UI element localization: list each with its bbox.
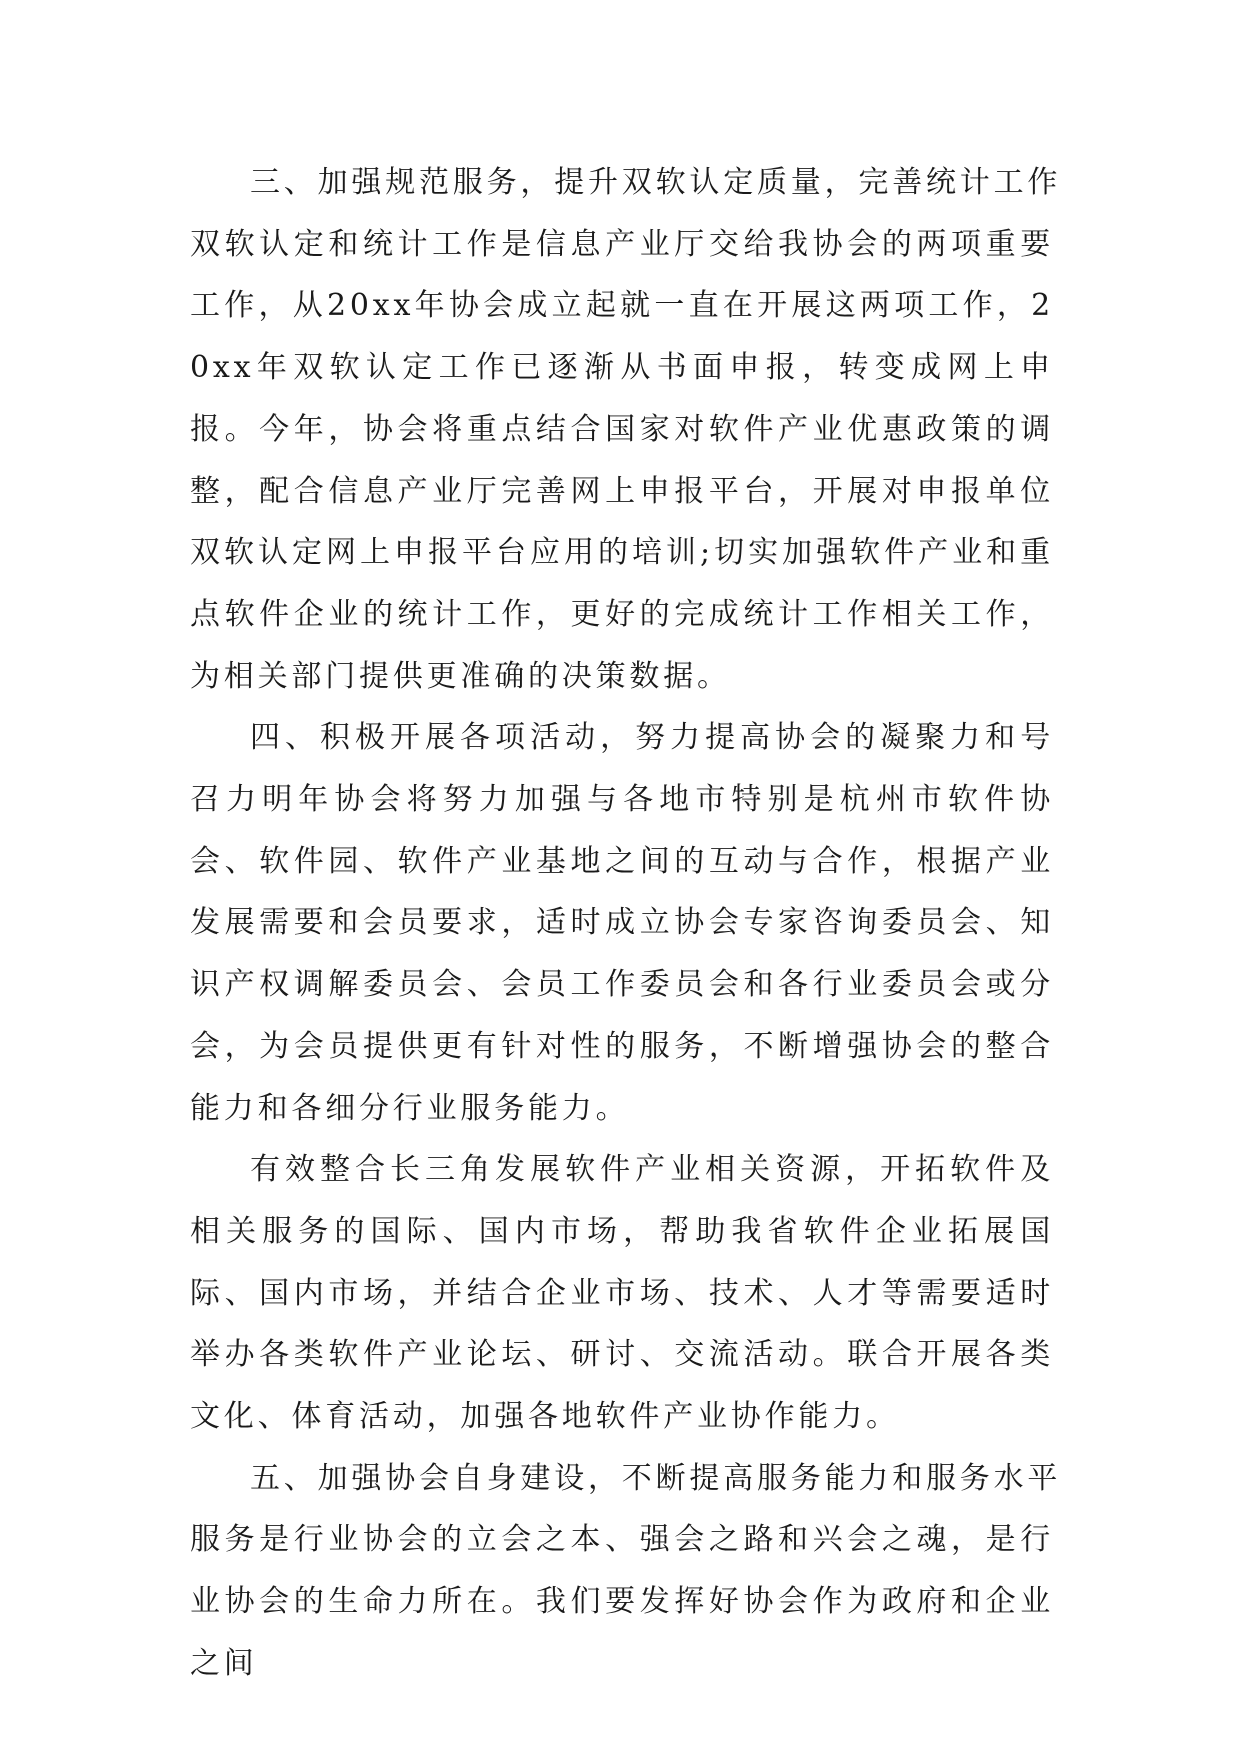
document-body (190, 152, 1062, 1695)
paragraph-dual-software-certification: 双软认定和统计工作是信息产业厅交给我协会的两项重要工作，从20xx年协会成立起就一直在开展这两项工作，20xx年双软认定工作已逐渐从书面申报，转变成网上申报。今年，协会将重点结合国家对软件产业优惠政策的调整，配合信息产业厅完善网上申报平台，开展对申报单位双软认定网上申报平台应用的培训;切实加强软件产业和重点软件企业的统计工作，更好的完成统计工作相关工作，为相关部门提供更准确的决策数据。 (190, 226, 1054, 694)
paragraph-service-foundation: 服务是行业协会的立会之本、强会之路和兴会之魂，是行业协会的生命力所在。我们要发挥好协会作为政府和企业之间 (190, 1522, 1054, 1681)
paragraph-section-4-activities: 四、积极开展各项活动，努力提高协会的凝聚力和号召力明年协会将努力加强与各地市特别是杭州市软件协会、软件园、软件产业基地之间的互动与合作，根据产业发展需要和会员要求，适时成立协会专家咨询委员会、知识产权调解委员会、会员工作委员会和各行业委员会或分会，为会员提供更有针对性的服务，不断增强协会的整合能力和各细分行业服务能力。 (190, 720, 1054, 1126)
section-heading-5: 五、加强协会自身建设，不断提高服务能力和服务水平 (250, 1460, 1062, 1496)
section-heading-3: 三、加强规范服务，提升双软认定质量，完善统计工作 (250, 165, 1062, 200)
paragraph-yangtze-delta-resources: 有效整合长三角发展软件产业相关资源，开拓软件及相关服务的国际、国内市场，帮助我省软件企业拓展国际、国内市场，并结合企业市场、技术、人才等需要适时举办各类软件产业论坛、研讨、交流活动。联合开展各类文化、体育活动，加强各地软件产业协作能力。 (190, 1152, 1054, 1435)
